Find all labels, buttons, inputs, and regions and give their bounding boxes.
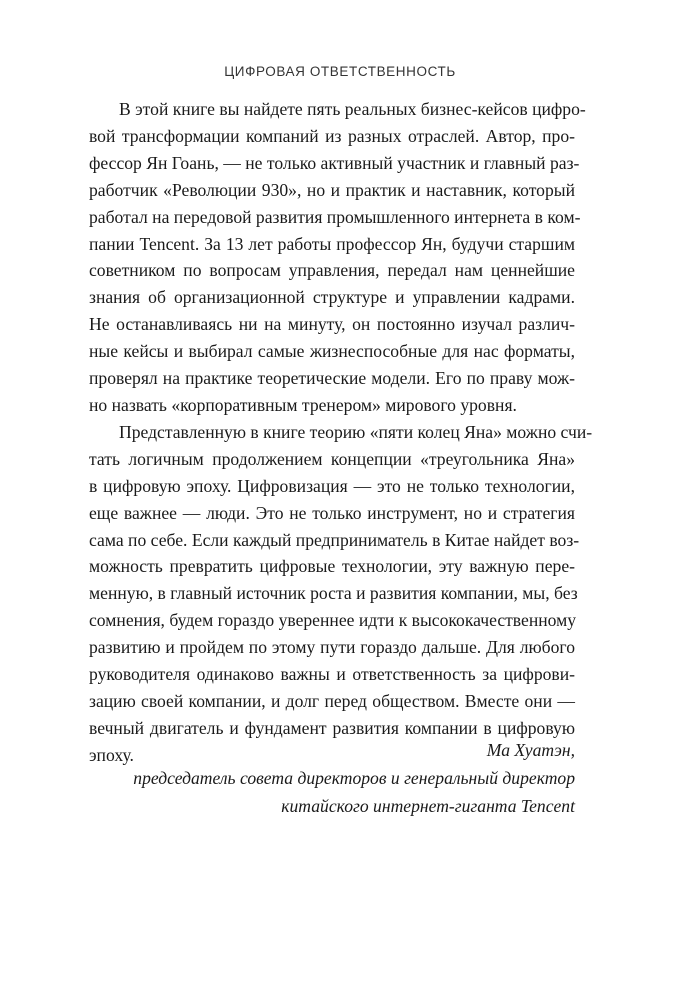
text-line: еще важнее — люди. Это не только инструмент, но и стратегия	[89, 502, 575, 523]
text-line: развитию и пройдем по этому пути гораздо дальше. Для любого	[89, 637, 575, 658]
text-line: пании Tencent. За 13 лет работы профессор Ян, будучи старшим	[89, 233, 575, 254]
text-line: руководителя одинаково важны и ответственность за цифрови-	[89, 664, 575, 685]
text-line: эпоху.	[89, 744, 134, 765]
text-line: работал на передовой развития промышленного интернета в ком-	[89, 206, 581, 227]
text-line: сама по себе. Если каждый предприниматель в Китае найдет воз-	[89, 529, 580, 550]
text-line: советником по вопросам управления, передал нам ценнейшие	[89, 260, 575, 281]
text-line: менную, в главный источник роста и развития компании, мы, без	[89, 583, 578, 604]
text-line: ные кейсы и выбирал самые жизнеспособные для нас форматы,	[89, 341, 575, 362]
text-line: вой трансформации компаний из разных отраслей. Автор, про-	[89, 125, 575, 146]
text-line: проверял на практике теоретические модели. Его по праву мож-	[89, 368, 575, 389]
text-line: В этой книге вы найдете пять реальных бизнес-кейсов цифро-	[119, 99, 586, 119]
text-line: фессор Ян Гоань, — не только активный участник и главный раз-	[89, 152, 580, 173]
text-line: но назвать «корпоративным тренером» мирового уровня.	[89, 394, 517, 415]
text-line: вечный двигатель и фундамент развития компании в цифровую	[89, 717, 575, 738]
signature-block	[133, 736, 575, 820]
text-line: Представленную в книге теорию «пяти колец Яна» можно счи-	[119, 421, 593, 442]
text-line: можность превратить цифровые технологии, эту важную пере-	[89, 556, 575, 577]
signature-name: Ма Хуатэн,	[486, 740, 575, 760]
paragraph-1	[89, 96, 586, 419]
text-line: Не останавливаясь ни на минуту, он постоянно изучал различ-	[89, 314, 575, 335]
paragraph-2	[89, 419, 593, 769]
text-line: работчик «Революции 930», но и практик и наставник, который	[89, 179, 575, 200]
text-line: сомнения, будем гораздо увереннее идти к высококачественному	[89, 610, 577, 631]
main-text	[89, 96, 593, 769]
signature-title: китайского интернет-гиганта Tencent	[281, 796, 575, 816]
text-line: тать логичным продолжением концепции «треугольника Яна»	[89, 448, 575, 469]
text-line: в цифровую эпоху. Цифровизация — это не только технологии,	[89, 475, 575, 496]
text-line: знания об организационной структуре и управлении кадрами.	[89, 287, 575, 308]
running-header: ЦИФРОВАЯ ОТВЕТСТВЕННОСТЬ	[224, 64, 456, 79]
signature-title: председатель совета директоров и генеральный директор	[133, 768, 575, 788]
text-line: зацию своей компании, и долг перед обществом. Вместе они —	[89, 690, 575, 711]
